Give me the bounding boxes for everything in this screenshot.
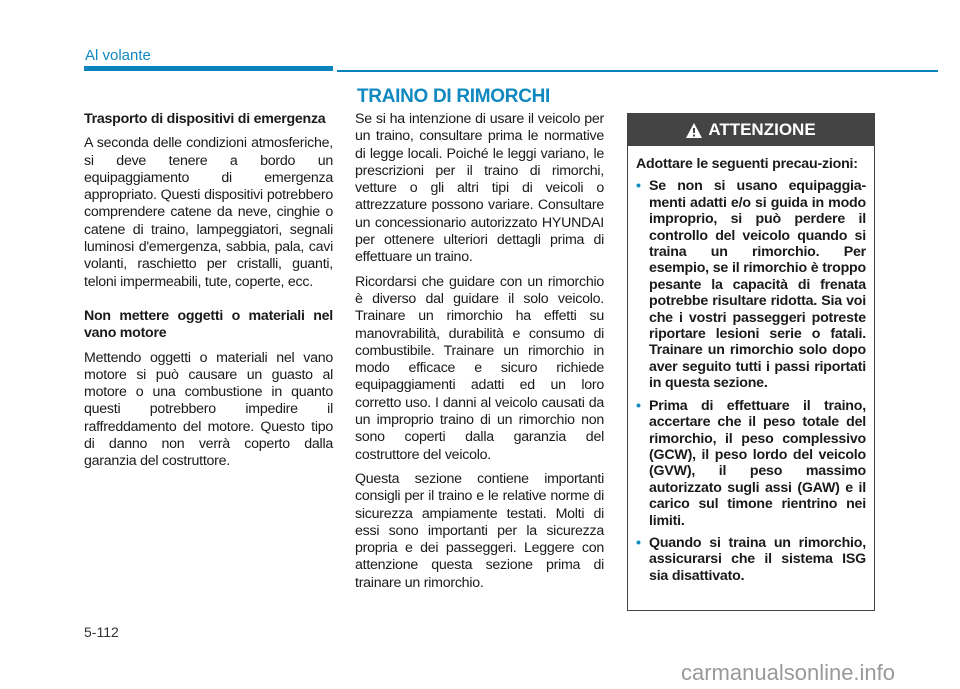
page-title: TRAINO DI RIMORCHI [357,86,551,107]
page-number: 5-112 [84,624,119,640]
warning-triangle-icon [686,123,702,138]
paragraph: A seconda delle condizioni atmosferiche, si deve tenere a bordo un equipaggiamento di emergenza appropriato. Questi dispositivi potrebbero comprendere catene da neve, cinghie o catene di traino, lampeggiatori, segnali luminosi d'emergenza, sabbia, pala, cavi volanti, raschietto per cristalli, guanti, teloni impermeabili, tute, coperte, ecc. [84,135,333,290]
left-column [84,111,333,478]
header-bar [84,66,333,71]
paragraph: Questa sezione contiene importanti consigli per il traino e le relative norme di sicurezza ampiamente testati. Molti di essi sono importanti per la sicurezza propria e dei passeggeri. Leggere con attenzione questa sezione prima di trainare un rimorchio. [355,470,604,591]
section-header: Al volante [85,47,151,64]
watermark[interactable]: carmanualsonline.info [681,660,896,685]
header-rule [337,70,938,72]
paragraph: Ricordarsi che guidare con un rimorchio è diverso dal guidare il solo veicolo. Trainare un rimorchio ha effetti su manovrabilità, durabilità e consumo di combustibile. Trainare un rimorchio in modo efficace e sicuro richiede equipaggiamenti adatti ed un loro corretto uso. I danni al veicolo causati da un improprio traino di un rimorchio non sono coperti dalla garanzia del costruttore del veicolo. [355,273,604,463]
warning-item: • Prima di effettuare il traino, accertare che il peso totale del rimorchio, il peso complessivo (GCW), il peso lordo del veicolo (GVW), il peso massimo autorizzato sugli assi (GAW) e il carico sul timone rientrino nei limiti. [636,397,866,529]
warning-body [628,146,874,584]
paragraph: Mettendo oggetti o materiali nel vano motore si può causare un guasto al motore o una combustione in quanto questi potrebbero impedire il raffreddamento del motore. Questo tipo di danno non verrà coperto dalla garanzia del costruttore. [84,349,333,470]
warning-intro: Adottare le seguenti precau-zioni: [636,156,858,172]
bullet-icon: • [636,397,641,414]
paragraph: Se si ha intenzione di usare il veicolo per un traino, consultare prima le normative di legge locali. Poiché le leggi variano, le prescrizioni per il traino di rimorchi, vetture o gli altri tipi di veicoli o attrezzature possono variare. Consultare un concessionario autorizzato HYUNDAI per ottenere ulteriori dettagli prima di effettuare un traino. [355,111,604,266]
bullet-icon: • [636,534,641,551]
middle-column [355,111,604,599]
warning-title: ATTENZIONE [708,120,816,139]
heading-engine-bay: Non mettere oggetti o materiali nel vano motore [84,307,333,342]
warning-item: • Quando si traina un rimorchio, assicurarsi che il sistema ISG sia disattivato. [636,534,866,584]
heading-emergency: Trasporto di dispositivi di emergenza [84,111,326,127]
warning-box [627,113,875,611]
bullet-icon: • [636,178,641,195]
warning-item: • Se non si usano equipaggia-menti adatti e/o si guida in modo improprio, si può perdere il controllo del veicolo quando si traina un rimorchio. Per esempio, se il rimorchio è troppo pesante la capacità di frenata potrebbe risultare ridotta. Sia voi che i vostri passeggeri potreste riportare lesioni serie o fatali. Trainare un rimorchio solo dopo aver seguito tutti i passi riportati in questa sezione. [636,178,866,392]
warning-header [628,114,874,146]
